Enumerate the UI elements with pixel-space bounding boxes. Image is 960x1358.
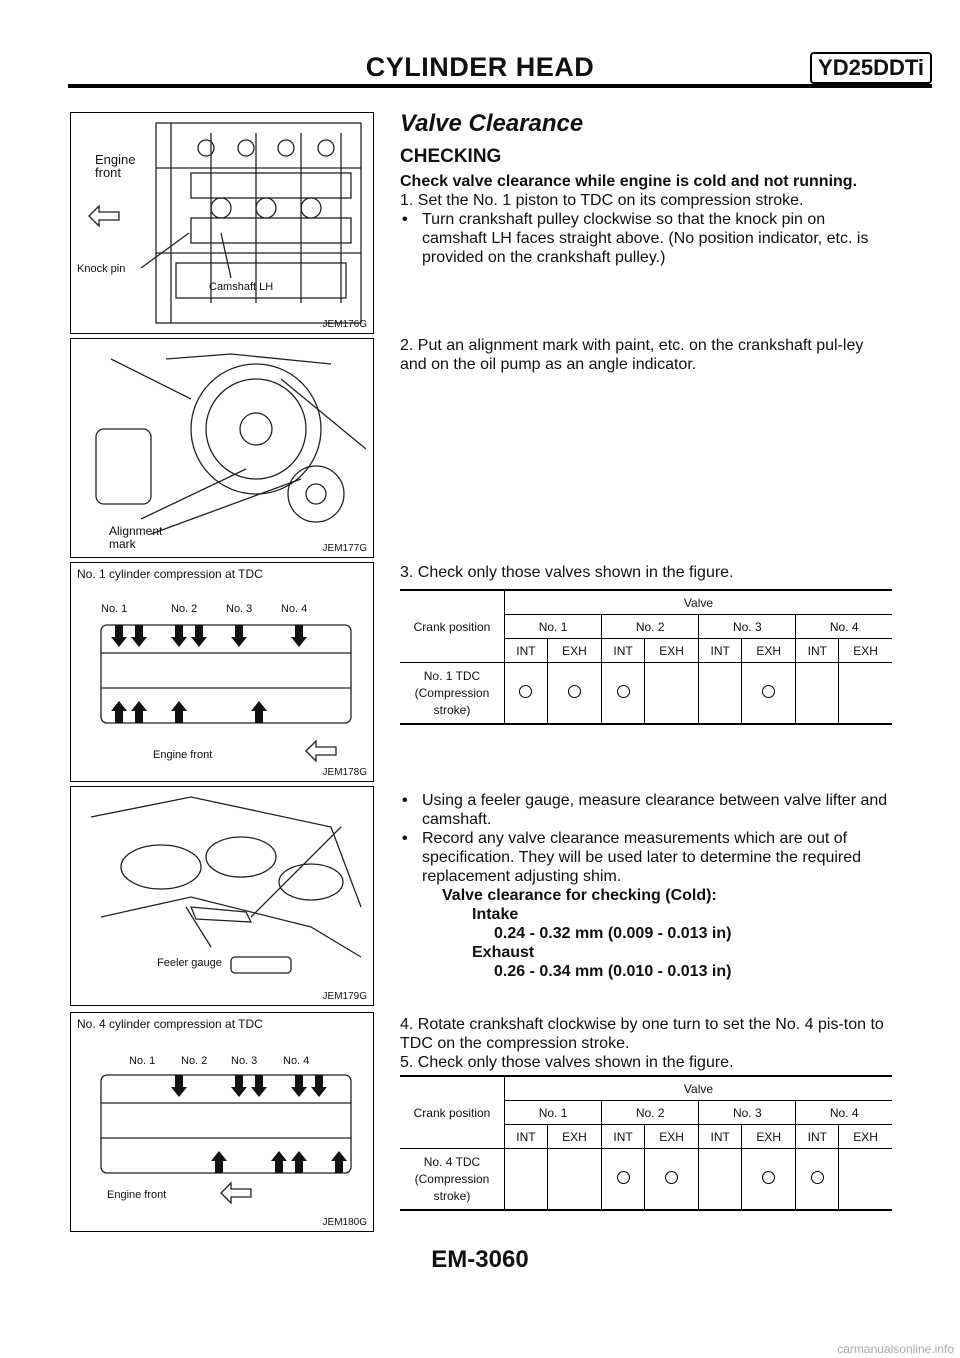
check-cell — [699, 663, 742, 725]
label-no3: No. 3 — [226, 603, 253, 615]
valve-check-table-no1 — [400, 589, 892, 725]
bullet-2: • Using a feeler gauge, measure clearance between valve lifter and camshaft. — [400, 791, 892, 829]
crank-row-label: No. 4 TDC (Compression stroke) — [400, 1149, 505, 1211]
figure-code: JEM178G — [322, 767, 367, 778]
label-camshaft-lh: Camshaft LH — [209, 281, 274, 293]
bullet-1: • Turn crankshaft pulley clockwise so that the knock pin on camshaft LH faces straight above. (No position indicator, etc. is provided on the crankshaft pulley.) — [400, 210, 892, 267]
check-cell — [602, 1149, 645, 1211]
sub-header: INT — [796, 1125, 839, 1149]
exhaust-value: 0.26 - 0.34 mm (0.010 - 0.013 in) — [494, 963, 732, 980]
step-2: 2. Put an alignment mark with paint, etc. on the crankshaft pul-ley and on the oil pump as an angle indicator. — [400, 337, 864, 373]
cyl-header: No. 4 — [796, 1101, 892, 1125]
crank-position-header: Crank position — [400, 1076, 505, 1149]
watermark-text: carmanualsonline.info — [837, 1342, 954, 1356]
label-alignment-mark: Alignment mark — [109, 524, 163, 551]
cyl-header: No. 3 — [699, 615, 796, 639]
sub-header: EXH — [839, 639, 892, 663]
step-5: 5. Check only those valves shown in the figure. — [400, 1054, 734, 1071]
cyl-header: No. 4 — [796, 615, 892, 639]
check-circle-icon — [665, 1171, 678, 1184]
step-3: 3. Check only those valves shown in the figure. — [400, 564, 734, 581]
check-circle-icon — [617, 685, 630, 698]
header-rule — [68, 84, 932, 88]
label-knock-pin: Knock pin — [77, 263, 126, 275]
exhaust-label: Exhaust — [472, 944, 535, 961]
sub-header: EXH — [742, 639, 796, 663]
sub-header: EXH — [547, 1125, 601, 1149]
label-no3: No. 3 — [231, 1055, 258, 1067]
check-circle-icon — [762, 685, 775, 698]
label-no2: No. 2 — [181, 1055, 208, 1067]
label-engine-front: Engine front — [95, 152, 136, 180]
step-1: 1. Set the No. 1 piston to TDC on its compression stroke. — [400, 192, 804, 209]
check-cell — [602, 663, 645, 725]
figure-code: JEM177G — [322, 543, 367, 554]
valve-header: Valve — [505, 1076, 893, 1101]
step-4: 4. Rotate crankshaft clockwise by one turn to set the No. 4 pis-ton to TDC on the compression stroke. — [400, 1016, 884, 1052]
procedure-block-2 — [400, 791, 892, 981]
cyl-header: No. 1 — [505, 615, 602, 639]
label-feeler-gauge: Feeler gauge — [157, 957, 222, 969]
sub-header: INT — [699, 1125, 742, 1149]
intake-value: 0.24 - 0.32 mm (0.009 - 0.013 in) — [494, 925, 732, 942]
sub-header: INT — [505, 639, 548, 663]
check-cell — [796, 1149, 839, 1211]
check-cell — [505, 1149, 548, 1211]
check-circle-icon — [811, 1171, 824, 1184]
intake-label: Intake — [472, 906, 519, 923]
crank-row-label: No. 1 TDC (Compression stroke) — [400, 663, 505, 725]
check-cell — [742, 1149, 796, 1211]
figure-title: No. 4 cylinder compression at TDC — [77, 1017, 263, 1031]
check-circle-icon — [568, 685, 581, 698]
figure-no4-tdc-valves — [70, 1012, 374, 1232]
procedure-block-3 — [400, 1015, 892, 1072]
check-cell — [699, 1149, 742, 1211]
check-circle-icon — [762, 1171, 775, 1184]
sub-header: EXH — [839, 1125, 892, 1149]
sub-header: INT — [505, 1125, 548, 1149]
valve-header: Valve — [505, 590, 893, 615]
figure-camshaft-knock-pin — [70, 112, 374, 334]
cyl-header: No. 2 — [602, 615, 699, 639]
feeler-gauge-illustration — [71, 787, 373, 1005]
cyl-header: No. 2 — [602, 1101, 699, 1125]
intro-note: Check valve clearance while engine is cold and not running. — [400, 173, 858, 190]
check-circle-icon — [519, 685, 532, 698]
sub-header: EXH — [645, 1125, 699, 1149]
label-no2: No. 2 — [171, 603, 198, 615]
check-cell — [547, 663, 601, 725]
label-engine-front: Engine front — [107, 1189, 167, 1201]
procedure-block-1 — [400, 172, 892, 267]
cyl-header: No. 3 — [699, 1101, 796, 1125]
label-no1: No. 1 — [101, 603, 128, 615]
check-cell — [796, 663, 839, 725]
label-no1: No. 1 — [129, 1055, 156, 1067]
sub-header: EXH — [547, 639, 601, 663]
check-cell — [547, 1149, 601, 1211]
sub-header: EXH — [742, 1125, 796, 1149]
cyl-header: No. 1 — [505, 1101, 602, 1125]
crank-position-header: Crank position — [400, 590, 505, 663]
section-subtitle: CHECKING — [400, 146, 502, 167]
spec-title: Valve clearance for checking (Cold): — [442, 887, 717, 904]
sub-header: INT — [796, 639, 839, 663]
check-cell — [839, 1149, 892, 1211]
check-cell — [645, 1149, 699, 1211]
sub-header: INT — [699, 639, 742, 663]
valve-check-table-no4 — [400, 1075, 892, 1211]
figure-feeler-gauge — [70, 786, 374, 1006]
sub-header: EXH — [645, 639, 699, 663]
engine-top-illustration — [71, 113, 373, 333]
check-cell — [839, 663, 892, 725]
figure-code: JEM179G — [322, 991, 367, 1002]
check-cell — [645, 663, 699, 725]
sub-header: INT — [602, 1125, 645, 1149]
sub-header: INT — [602, 639, 645, 663]
valve-layout-illustration-no1 — [71, 563, 373, 781]
label-engine-front: Engine front — [153, 749, 213, 761]
check-cell — [742, 663, 796, 725]
figure-code: JEM180G — [322, 1217, 367, 1228]
figure-no1-tdc-valves — [70, 562, 374, 782]
check-circle-icon — [617, 1171, 630, 1184]
engine-code-badge: YD25DDTi — [810, 52, 932, 84]
label-no4: No. 4 — [283, 1055, 310, 1067]
figure-code: JEM176G — [322, 319, 367, 330]
bullet-3: • Record any valve clearance measurements which are out of specification. They will be used later to determine the required replacement adjusting shim. — [400, 829, 892, 886]
page-number: EM-3060 — [431, 1246, 529, 1273]
check-cell — [505, 663, 548, 725]
figure-title: No. 1 cylinder compression at TDC — [77, 567, 263, 581]
section-title: Valve Clearance — [400, 110, 584, 137]
page-header-title: CYLINDER HEAD — [365, 52, 595, 82]
figure-alignment-mark — [70, 338, 374, 558]
label-no4: No. 4 — [281, 603, 308, 615]
